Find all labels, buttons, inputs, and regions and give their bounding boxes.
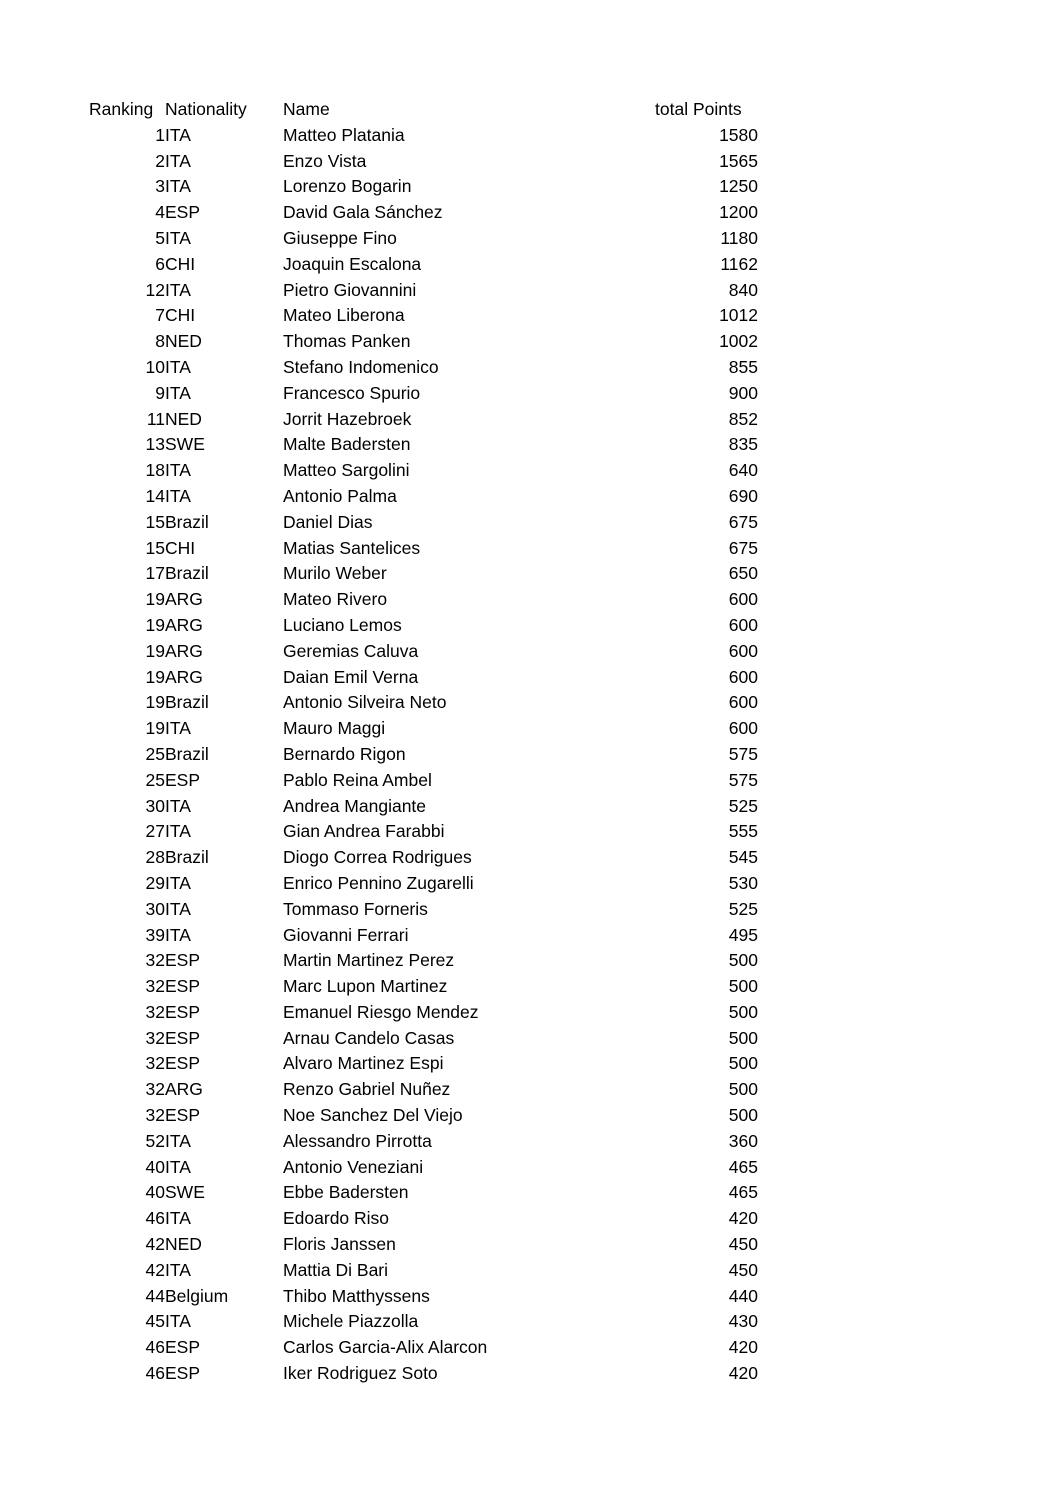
points-cell: 600 [728, 692, 758, 713]
name-cell: Carlos Garcia-Alix Alarcon [283, 1337, 488, 1358]
points-cell: 675 [728, 537, 758, 558]
table-row [89, 923, 758, 949]
rank-cell: 45 [145, 1311, 165, 1332]
rank-cell: 32 [145, 1001, 165, 1022]
name-cell: Pablo Reina Ambel [283, 769, 432, 790]
nationality-cell: ITA [165, 176, 191, 197]
name-cell: Mauro Maggi [283, 718, 386, 739]
name-cell: Martin Martinez Perez [283, 950, 455, 971]
table-row [89, 407, 758, 433]
points-cell: 640 [728, 460, 758, 481]
nationality-cell: ARG [165, 640, 203, 661]
points-cell: 835 [728, 434, 758, 455]
points-cell: 525 [728, 795, 758, 816]
rank-cell: 19 [145, 589, 165, 610]
nationality-cell: ESP [165, 950, 201, 971]
points-cell: 1200 [719, 202, 758, 223]
name-cell: Giovanni Ferrari [283, 924, 409, 945]
rank-cell: 11 [146, 408, 165, 429]
points-cell: 600 [728, 640, 758, 661]
points-cell: 360 [728, 1130, 758, 1151]
points-cell: 525 [728, 898, 758, 919]
rank-cell: 39 [145, 924, 165, 945]
name-cell: Andrea Mangiante [283, 795, 427, 816]
rank-cell: 19 [145, 614, 165, 635]
table-row [89, 845, 758, 871]
rank-cell: 30 [145, 898, 165, 919]
table-row [89, 639, 758, 665]
points-cell: 500 [728, 1001, 758, 1022]
nationality-cell: ITA [165, 821, 191, 842]
name-cell: Daniel Dias [283, 511, 373, 532]
name-cell: Michele Piazzolla [283, 1311, 419, 1332]
nationality-cell: ITA [165, 227, 191, 248]
name-cell: Bernardo Rigon [283, 743, 406, 764]
points-cell: 545 [728, 847, 758, 868]
nationality-cell: ESP [165, 976, 201, 997]
points-cell: 1002 [719, 331, 758, 352]
points-cell: 675 [728, 511, 758, 532]
points-cell: 840 [728, 279, 758, 300]
nationality-cell: ESP [165, 1001, 201, 1022]
table-row [89, 1206, 758, 1232]
table-row [89, 458, 758, 484]
table-row [89, 587, 758, 613]
nationality-cell: ITA [165, 1259, 191, 1280]
points-cell: 500 [728, 950, 758, 971]
points-cell: 465 [728, 1182, 758, 1203]
nationality-cell: ITA [165, 1130, 191, 1151]
name-cell: Murilo Weber [283, 563, 387, 584]
rank-cell: 46 [145, 1363, 165, 1384]
rank-cell: 32 [145, 1027, 165, 1048]
name-cell: Antonio Veneziani [283, 1156, 424, 1177]
table-row [89, 510, 758, 536]
nationality-cell: ITA [165, 898, 191, 919]
points-cell: 420 [728, 1337, 758, 1358]
table-row [89, 1103, 758, 1129]
table-row [89, 742, 758, 768]
rank-cell: 15 [145, 511, 165, 532]
points-cell: 500 [728, 1079, 758, 1100]
name-cell: Mateo Rivero [283, 589, 388, 610]
rank-cell: 32 [145, 1079, 165, 1100]
name-column-header: Name [283, 99, 330, 119]
table-row [89, 1361, 758, 1387]
points-cell: 530 [728, 872, 758, 893]
rank-cell: 32 [145, 1053, 165, 1074]
rank-cell: 25 [145, 743, 165, 764]
name-cell: Giuseppe Fino [283, 227, 397, 248]
nationality-cell: ARG [165, 589, 203, 610]
table-row [89, 484, 758, 510]
name-cell: Arnau Candelo Casas [283, 1027, 455, 1048]
rank-cell: 18 [145, 460, 165, 481]
nationality-cell: ITA [165, 356, 191, 377]
table-row [89, 355, 758, 381]
table-row [89, 123, 758, 149]
points-cell: 690 [728, 485, 758, 506]
table-row [89, 974, 758, 1000]
points-cell: 600 [728, 666, 758, 687]
points-cell: 852 [728, 408, 758, 429]
rank-cell: 7 [155, 305, 165, 326]
rank-cell: 46 [145, 1208, 165, 1229]
table-row [89, 716, 758, 742]
table-row [89, 1309, 758, 1335]
name-cell: Lorenzo Bogarin [283, 176, 412, 197]
table-row [89, 561, 758, 587]
points-cell: 450 [728, 1234, 758, 1255]
points-cell: 855 [728, 356, 758, 377]
ranking-table-body [89, 123, 758, 1387]
rank-cell: 19 [145, 718, 165, 739]
nationality-cell: ITA [165, 279, 191, 300]
points-cell: 575 [728, 743, 758, 764]
table-row [89, 1335, 758, 1361]
rank-cell: 32 [145, 976, 165, 997]
points-cell: 900 [728, 382, 758, 403]
name-cell: Joaquin Escalona [283, 253, 422, 274]
rank-cell: 19 [145, 692, 165, 713]
table-row [89, 149, 758, 175]
name-cell: Ebbe Badersten [283, 1182, 409, 1203]
rank-cell: 13 [145, 434, 165, 455]
name-cell: Matteo Platania [283, 124, 405, 145]
nationality-cell: Brazil [165, 743, 209, 764]
name-cell: Thomas Panken [283, 331, 411, 352]
rank-cell: 19 [145, 666, 165, 687]
nationality-cell: Belgium [165, 1285, 229, 1306]
table-row [89, 200, 758, 226]
points-cell: 1580 [719, 124, 758, 145]
name-cell: Mateo Liberona [283, 305, 405, 326]
nationality-cell: ITA [165, 1156, 191, 1177]
points-cell: 500 [728, 1053, 758, 1074]
nationality-cell: ESP [165, 1027, 201, 1048]
nationality-cell: SWE [165, 1182, 205, 1203]
rank-cell: 6 [155, 253, 165, 274]
nationality-cell: ARG [165, 666, 203, 687]
table-row [89, 536, 758, 562]
rank-cell: 27 [145, 821, 165, 842]
rank-cell: 3 [155, 176, 165, 197]
rank-cell: 14 [145, 485, 165, 506]
nationality-cell: NED [165, 1234, 202, 1255]
rank-cell: 40 [145, 1182, 165, 1203]
ranking-column-header: Ranking [89, 99, 154, 119]
table-row [89, 329, 758, 355]
table-header-row [89, 97, 758, 123]
table-row [89, 1026, 758, 1052]
nationality-cell: Brazil [165, 563, 209, 584]
name-cell: Daian Emil Verna [283, 666, 419, 687]
points-cell: 1180 [720, 227, 758, 248]
nationality-cell: ITA [165, 485, 191, 506]
nationality-cell: SWE [165, 434, 205, 455]
nationality-cell: ITA [165, 718, 191, 739]
nationality-cell: NED [165, 331, 202, 352]
name-cell: Stefano Indomenico [283, 356, 439, 377]
nationality-cell: ESP [165, 1053, 201, 1074]
rank-cell: 5 [155, 227, 165, 248]
points-cell: 420 [728, 1363, 758, 1384]
rank-cell: 9 [155, 382, 165, 403]
points-cell: 555 [728, 821, 758, 842]
name-cell: David Gala Sánchez [283, 202, 443, 223]
name-cell: Matias Santelices [283, 537, 421, 558]
name-cell: Iker Rodriguez Soto [283, 1363, 438, 1384]
points-cell: 650 [728, 563, 758, 584]
name-cell: Alessandro Pirrotta [283, 1130, 432, 1151]
table-row [89, 613, 758, 639]
rank-cell: 15 [145, 537, 165, 558]
points-cell: 500 [728, 1027, 758, 1048]
nationality-cell: ITA [165, 382, 191, 403]
points-cell: 420 [728, 1208, 758, 1229]
name-cell: Jorrit Hazebroek [283, 408, 412, 429]
nationality-cell: ITA [165, 1311, 191, 1332]
nationality-cell: ITA [165, 1208, 191, 1229]
name-cell: Enrico Pennino Zugarelli [283, 872, 474, 893]
name-cell: Floris Janssen [283, 1234, 396, 1255]
table-row [89, 665, 758, 691]
points-cell: 575 [728, 769, 758, 790]
name-cell: Francesco Spurio [283, 382, 421, 403]
points-cell: 440 [728, 1285, 758, 1306]
name-cell: Geremias Caluva [283, 640, 419, 661]
table-row [89, 432, 758, 458]
name-cell: Enzo Vista [283, 150, 367, 171]
points-cell: 1250 [719, 176, 758, 197]
points-cell: 450 [728, 1259, 758, 1280]
nationality-cell: ITA [165, 460, 191, 481]
nationality-cell: Brazil [165, 692, 209, 713]
points-cell: 465 [728, 1156, 758, 1177]
rank-cell: 12 [145, 279, 165, 300]
name-cell: Diogo Correa Rodrigues [283, 847, 472, 868]
points-cell: 600 [728, 614, 758, 635]
rank-cell: 32 [145, 1105, 165, 1126]
rank-cell: 10 [145, 356, 165, 377]
rank-cell: 46 [145, 1337, 165, 1358]
table-row [89, 252, 758, 278]
rank-cell: 52 [145, 1130, 165, 1151]
nationality-cell: ESP [165, 769, 201, 790]
points-cell: 600 [728, 589, 758, 610]
table-row [89, 1129, 758, 1155]
nationality-cell: ITA [165, 872, 191, 893]
ranking-table [89, 97, 758, 1387]
name-cell: Mattia Di Bari [283, 1259, 389, 1280]
rank-cell: 42 [145, 1259, 165, 1280]
name-cell: Gian Andrea Farabbi [283, 821, 445, 842]
table-row [89, 794, 758, 820]
name-cell: Pietro Giovannini [283, 279, 417, 300]
table-row [89, 303, 758, 329]
table-row [89, 1258, 758, 1284]
points-cell: 1162 [720, 253, 758, 274]
points-cell: 495 [728, 924, 758, 945]
rank-cell: 28 [145, 847, 165, 868]
table-row [89, 819, 758, 845]
rank-cell: 8 [155, 331, 165, 352]
table-row [89, 897, 758, 923]
name-cell: Marc Lupon Martinez [283, 976, 448, 997]
name-cell: Renzo Gabriel Nuñez [283, 1079, 451, 1100]
nationality-cell: ARG [165, 614, 203, 635]
rank-cell: 25 [145, 769, 165, 790]
nationality-cell: ITA [165, 795, 191, 816]
name-cell: Antonio Palma [283, 485, 397, 506]
rank-cell: 42 [145, 1234, 165, 1255]
nationality-cell: ESP [165, 1363, 201, 1384]
name-cell: Antonio Silveira Neto [283, 692, 447, 713]
nationality-cell: CHI [165, 305, 196, 326]
nationality-column-header: Nationality [165, 99, 247, 119]
rank-cell: 30 [145, 795, 165, 816]
points-cell: 1565 [719, 150, 758, 171]
table-row [89, 1155, 758, 1181]
rank-cell: 2 [155, 150, 165, 171]
nationality-cell: ESP [165, 1105, 201, 1126]
table-row [89, 174, 758, 200]
nationality-cell: CHI [165, 253, 196, 274]
table-row [89, 871, 758, 897]
name-cell: Malte Badersten [283, 434, 411, 455]
nationality-cell: NED [165, 408, 202, 429]
name-cell: Alvaro Martinez Espi [283, 1053, 444, 1074]
table-row [89, 690, 758, 716]
table-row [89, 948, 758, 974]
nationality-cell: ARG [165, 1079, 203, 1100]
name-cell: Thibo Matthyssens [283, 1285, 430, 1306]
name-cell: Matteo Sargolini [283, 460, 410, 481]
rank-cell: 17 [145, 563, 165, 584]
table-row [89, 1051, 758, 1077]
rank-cell: 1 [155, 124, 165, 145]
points-cell: 1012 [719, 305, 758, 326]
table-row [89, 1077, 758, 1103]
name-cell: Emanuel Riesgo Mendez [283, 1001, 479, 1022]
rank-cell: 19 [145, 640, 165, 661]
nationality-cell: ESP [165, 202, 201, 223]
name-cell: Tommaso Forneris [283, 898, 428, 919]
rank-cell: 44 [145, 1285, 165, 1306]
rank-cell: 29 [145, 872, 165, 893]
table-row [89, 278, 758, 304]
rank-cell: 32 [145, 950, 165, 971]
nationality-cell: ITA [165, 150, 191, 171]
name-cell: Noe Sanchez Del Viejo [283, 1105, 463, 1126]
name-cell: Luciano Lemos [283, 614, 402, 635]
rank-cell: 40 [145, 1156, 165, 1177]
points-cell: 430 [728, 1311, 758, 1332]
points-cell: 500 [728, 976, 758, 997]
nationality-cell: ESP [165, 1337, 201, 1358]
table-row [89, 1232, 758, 1258]
table-row [89, 381, 758, 407]
points-cell: 500 [728, 1105, 758, 1126]
table-row [89, 226, 758, 252]
nationality-cell: Brazil [165, 847, 209, 868]
nationality-cell: CHI [165, 537, 196, 558]
table-row [89, 1180, 758, 1206]
points-cell: 600 [728, 718, 758, 739]
nationality-cell: Brazil [165, 511, 209, 532]
nationality-cell: ITA [165, 124, 191, 145]
table-row [89, 1284, 758, 1310]
table-row [89, 1000, 758, 1026]
name-cell: Edoardo Riso [283, 1208, 390, 1229]
nationality-cell: ITA [165, 924, 191, 945]
rank-cell: 4 [155, 202, 165, 223]
table-row [89, 768, 758, 794]
points-column-header: total Points [655, 99, 742, 119]
